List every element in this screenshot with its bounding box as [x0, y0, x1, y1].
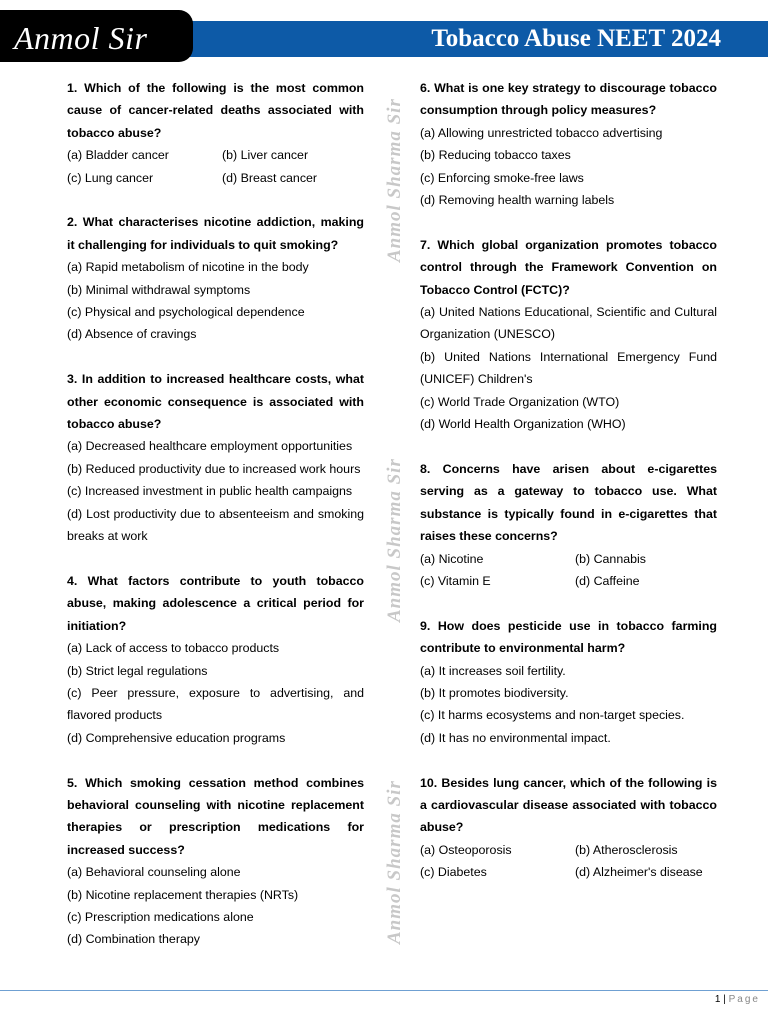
page-header	[0, 0, 768, 62]
footer-separator: |	[723, 994, 726, 1005]
option-c: (c) Peer pressure, exposure to advertising, and flavored products	[67, 685, 364, 723]
option-b: (b) Reducing tobacco taxes	[420, 148, 571, 163]
question-2	[67, 211, 364, 345]
option-a: (a) United Nations Educational, Scientific and Cultural Organization (UNESCO)	[420, 305, 717, 342]
question-5	[67, 772, 364, 951]
left-column	[67, 77, 364, 973]
question-4	[67, 570, 364, 749]
right-column	[420, 77, 717, 906]
option-b: (b) Reduced productivity due to increased work hours	[67, 461, 361, 476]
option-a: (a) Rapid metabolism of nicotine in the body	[67, 260, 309, 275]
option-d: (d) Removing health warning labels	[420, 193, 615, 208]
option-d: (d) It has no environmental impact.	[420, 730, 611, 745]
question-8	[420, 458, 717, 592]
document-title: Tobacco Abuse NEET 2024	[431, 25, 721, 52]
option-b: (b) Nicotine replacement therapies (NRTs)	[67, 887, 299, 902]
option-c: (c) Lung cancer	[67, 170, 154, 185]
option-a: (a) Behavioral counseling alone	[67, 865, 241, 880]
question-1	[67, 77, 364, 189]
option-d: (d) Alzheimer's disease	[575, 865, 703, 880]
question-stem: 10. Besides lung cancer, which of the following is a cardiovascular disease associated with tobacco abuse?	[420, 775, 717, 835]
question-6	[420, 77, 717, 211]
question-stem: 9. How does pesticide use in tobacco farming contribute to environmental harm?	[420, 618, 717, 656]
question-stem: 5. Which smoking cessation method combines behavioral counseling with nicotine replacement therapies or prescription medications for increased success?	[67, 775, 364, 857]
page-number: 1	[714, 994, 721, 1005]
option-b: (b) Strict legal regulations	[67, 663, 208, 678]
option-a: (a) Allowing unrestricted tobacco advertising	[420, 125, 663, 140]
question-stem: 3. In addition to increased healthcare costs, what other economic consequence is associated with tobacco abuse?	[67, 372, 364, 432]
logo-text: Anmol Sir	[14, 20, 148, 56]
option-d: (d) Absence of cravings	[67, 327, 197, 342]
option-c: (c) World Trade Organization (WTO)	[420, 394, 620, 409]
option-a: (a) It increases soil fertility.	[420, 663, 566, 678]
question-stem: 8. Concerns have arisen about e-cigarettes serving as a gateway to tobacco use. What substance is typically found in e-cigarettes that raises these concerns?	[420, 461, 717, 544]
question-10	[420, 772, 717, 884]
option-c: (c) Physical and psychological dependence	[67, 305, 305, 320]
option-b: (b) Liver cancer	[222, 148, 309, 163]
option-a: (a) Lack of access to tobacco products	[67, 641, 280, 656]
option-b: (b) Atherosclerosis	[575, 842, 678, 857]
option-a: (a) Bladder cancer	[67, 148, 169, 163]
option-b: (b) It promotes biodiversity.	[420, 685, 569, 700]
option-c: (c) Enforcing smoke-free laws	[420, 170, 584, 185]
option-c: (c) It harms ecosystems and non-target species.	[420, 708, 685, 723]
option-c: (c) Increased investment in public health campaigns	[67, 484, 353, 499]
option-d: (d) Breast cancer	[222, 170, 318, 185]
page-label: Page	[728, 994, 760, 1005]
question-stem: 7. Which global organization promotes tobacco control through the Framework Convention on Tobacco Control (FCTC)?	[420, 237, 717, 297]
question-9	[420, 615, 717, 749]
option-d: (d) Comprehensive education programs	[67, 730, 286, 745]
question-stem: 6. What is one key strategy to discourage tobacco consumption through policy measures?	[420, 81, 717, 118]
option-a: (a) Osteoporosis	[420, 842, 512, 857]
option-c: (c) Prescription medications alone	[67, 909, 254, 924]
option-c: (c) Vitamin E	[420, 573, 491, 588]
footer-divider	[0, 990, 768, 991]
option-d: (d) Combination therapy	[67, 932, 200, 947]
option-a: (a) Decreased healthcare employment opportunities	[67, 439, 353, 454]
option-d: (d) Caffeine	[575, 573, 640, 588]
option-b: (b) Minimal withdrawal symptoms	[67, 282, 251, 297]
option-d: (d) World Health Organization (WHO)	[420, 417, 626, 432]
question-stem: 2. What characterises nicotine addiction, making it challenging for individuals to quit smoking?	[67, 215, 364, 252]
question-3	[67, 368, 364, 547]
page-footer	[715, 994, 760, 1005]
option-b: (b) Cannabis	[575, 551, 646, 566]
question-stem: 4. What factors contribute to youth tobacco abuse, making adolescence a critical period for initiation?	[67, 573, 364, 633]
question-7	[420, 234, 717, 436]
option-a: (a) Nicotine	[420, 551, 484, 566]
question-stem: 1. Which of the following is the most common cause of cancer-related deaths associated with tobacco abuse?	[67, 81, 364, 140]
option-b: (b) United Nations International Emergency Fund (UNICEF) Children's	[420, 349, 717, 387]
option-c: (c) Diabetes	[420, 865, 487, 880]
option-d: (d) Lost productivity due to absenteeism and smoking breaks at work	[67, 506, 364, 544]
logo	[0, 10, 193, 62]
